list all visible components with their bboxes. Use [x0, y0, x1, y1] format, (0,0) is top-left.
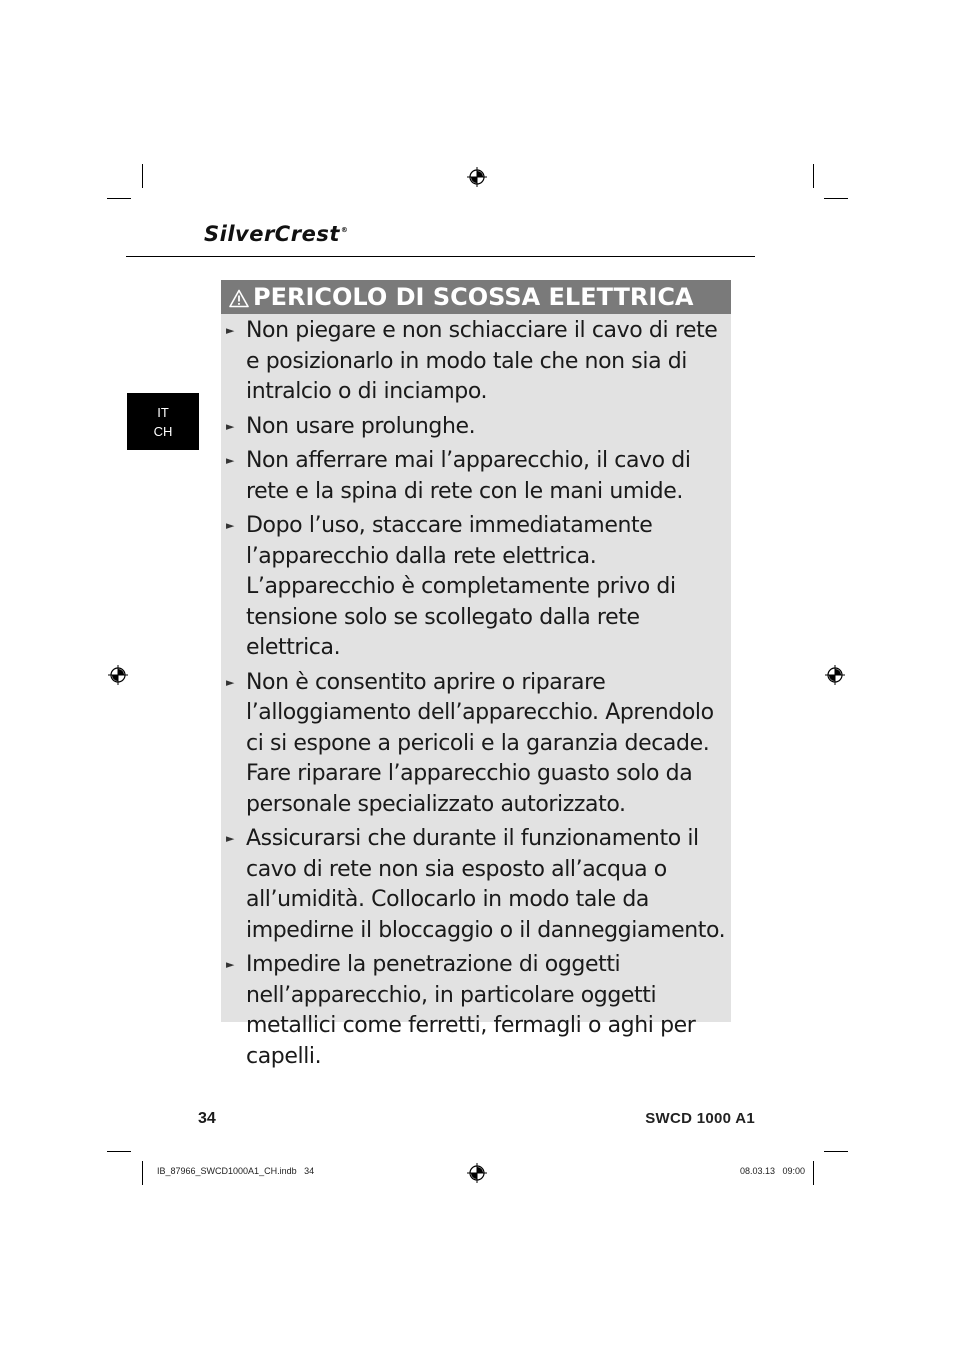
- list-item-text: Non usare prolunghe.: [246, 413, 476, 439]
- list-item: [226, 824, 731, 946]
- list-item-text: Non è consentito aprire o riparare l’alloggiamento dell’apparecchio. Aprendolo ci si espone a pericoli e la garanzia decade. Fare riparare l’apparecchio guasto solo da personale specializzato autorizzato.: [246, 669, 714, 817]
- crop-mark: [813, 164, 814, 188]
- warning-triangle-icon: [229, 289, 249, 308]
- country-code: CH: [153, 423, 173, 439]
- crop-mark: [824, 1151, 848, 1152]
- arrow-bullet-icon: ►: [226, 454, 235, 467]
- warning-list: [226, 316, 731, 1076]
- header-rule: [126, 256, 755, 257]
- language-tab: [127, 393, 199, 450]
- list-item-text: Impedire la penetrazione di oggetti nell’apparecchio, in particolare oggetti metallici come ferretti, fermagli o aghi per capelli.: [246, 952, 696, 1069]
- registered-mark: ®: [340, 226, 349, 234]
- list-item: [226, 412, 731, 443]
- list-item-text: Assicurarsi che durante il funzionamento il cavo di rete non sia esposto all’acqua o all’umidità. Collocarlo in modo tale da impedirne il bloccaggio o il danneggiamento.: [246, 826, 726, 943]
- arrow-bullet-icon: ►: [226, 419, 235, 433]
- list-item-text: Non afferrare mai l’apparecchio, il cavo di rete e la spina di rete con le mani umide.: [246, 448, 691, 504]
- warning-title: PERICOLO DI SCOSSA ELETTRICA: [253, 283, 694, 311]
- crop-mark: [813, 1161, 814, 1185]
- arrow-bullet-icon: ►: [226, 519, 235, 532]
- page-number: 34: [198, 1110, 216, 1127]
- registration-mark-icon: [108, 665, 128, 685]
- list-item: [226, 316, 731, 408]
- list-item: [226, 668, 731, 821]
- brand-logo: [204, 222, 347, 246]
- arrow-bullet-icon: ►: [226, 958, 235, 971]
- brand-name: SilverCrest: [204, 222, 340, 246]
- list-item: [226, 446, 731, 507]
- arrow-bullet-icon: ►: [226, 675, 235, 689]
- crop-mark: [142, 1161, 143, 1185]
- crop-mark: [142, 164, 143, 188]
- registration-mark-icon: [467, 1163, 487, 1183]
- list-item: [226, 511, 731, 664]
- registration-mark-icon: [825, 665, 845, 685]
- list-item: [226, 950, 731, 1072]
- language-code: IT: [157, 404, 169, 420]
- registration-mark-icon: [467, 167, 487, 187]
- warning-title-bar: [221, 280, 731, 314]
- crop-mark: [824, 198, 848, 199]
- print-slug-file: IB_87966_SWCD1000A1_CH.indb 34: [157, 1166, 315, 1176]
- list-item-text: Non piegare e non schiacciare il cavo di rete e posizionarlo in modo tale che non sia di intralcio o di inciampo.: [246, 318, 718, 404]
- arrow-bullet-icon: ►: [226, 832, 235, 845]
- crop-mark: [107, 1151, 131, 1152]
- list-item-text: Dopo l’uso, staccare immediatamente l’apparecchio dalla rete elettrica. L’apparecchio è completamente privo di tensione solo se scollegato dalla rete elettrica.: [246, 513, 676, 660]
- print-slug-datetime: 08.03.13 09:00: [739, 1166, 805, 1176]
- crop-mark: [107, 198, 131, 199]
- arrow-bullet-icon: ►: [226, 324, 235, 337]
- model-number: SWCD 1000 A1: [645, 1110, 755, 1127]
